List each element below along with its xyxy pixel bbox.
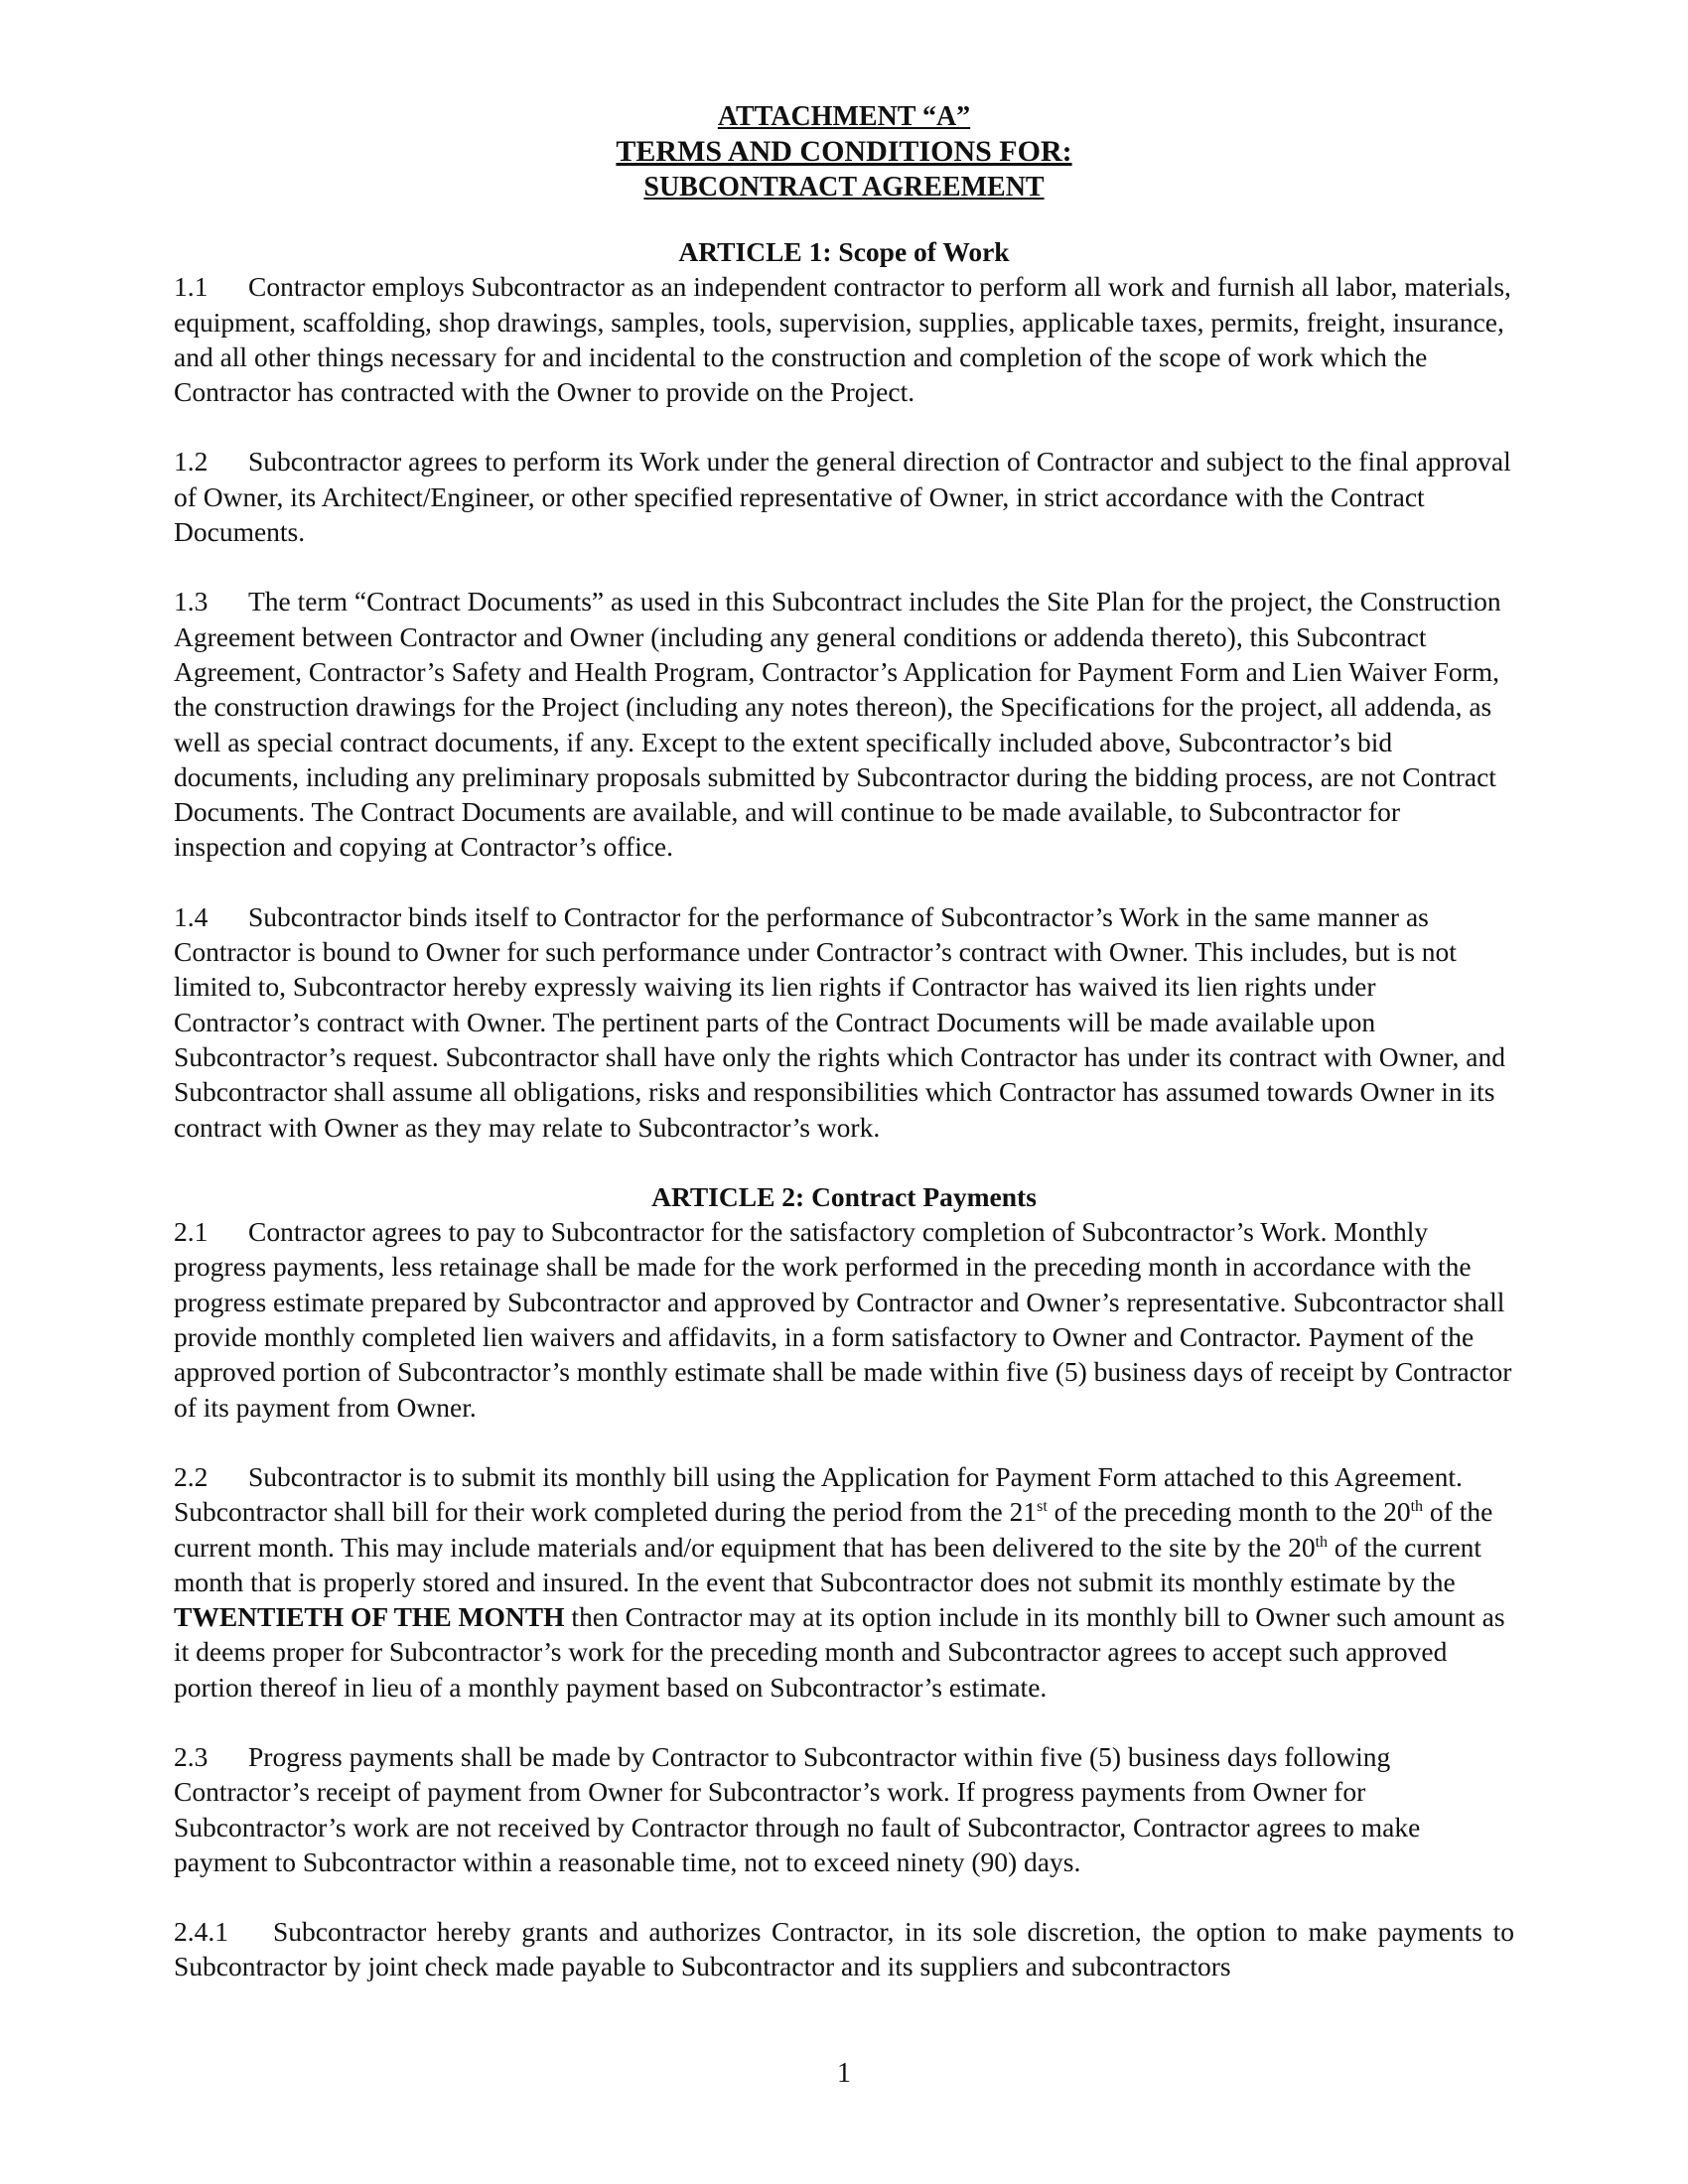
section-text-part: Subcontractor is to submit its monthly bill using the Application for Payment Form attached to this Agreement. Subcontractor shall bill for their work completed during the period from the 21 [174, 1460, 1463, 1528]
section-number: 1.2 [174, 446, 209, 478]
section-1-1 [174, 269, 1514, 409]
document-subtitle: SUBCONTRACT AGREEMENT [643, 172, 1045, 203]
attachment-label: ATTACHMENT “A” [717, 101, 971, 132]
spacer [174, 1145, 1514, 1179]
section-number: 2.3 [174, 1740, 209, 1772]
section-number: 1.3 [174, 586, 209, 617]
document-title: TERMS AND CONDITIONS FOR: [616, 135, 1072, 168]
section-text: Subcontractor binds itself to Contractor for the performance of Subcontractor’s Work in the same manner as Contractor is bound to Owner for such performance under Contractor’s contract with Owner. This includes, but is not limited to, Subcontractor hereby expressly waiving its lien rights if Contractor has waived its lien rights under Contractor’s contract with Owner. The pertinent parts of the Contract Documents will be made available upon Subcontractor’s request. Subcontractor shall have only the rights which Contractor has under its contract with Owner, and Subcontractor shall assume all obligations, risks and responsibilities which Contractor has assumed towards Owner in its contract with Owner as they may relate to Subcontractor’s work. [174, 900, 1505, 1143]
ordinal-suffix: st [1037, 1498, 1048, 1516]
page-number: 1 [837, 2058, 851, 2089]
section-text: Subcontractor hereby grants and authorizes Contractor, in its sole discretion, the option to make payments to Subcontractor by joint check made payable to Subcontractor and its suppliers and subcontractors [174, 1916, 1514, 1982]
section-text: Contractor employs Subcontractor as an independent contractor to perform all work and furnish all labor, materials, equipment, scaffolding, shop drawings, samples, tools, supervision, supplies, applicable taxes, permits, freight, insurance, and all other things necessary for and incidental to the construction and completion of the scope of work which the Contractor has contracted with the Owner to provide on the Project. [174, 271, 1511, 408]
section-1-3 [174, 584, 1514, 864]
spacer [174, 865, 1514, 899]
ordinal-suffix: th [1315, 1533, 1329, 1551]
section-text-part: of the preceding month to the 20 [1047, 1496, 1411, 1528]
section-2-1 [174, 1214, 1514, 1425]
article-1-heading: ARTICLE 1: Scope of Work [678, 236, 1010, 267]
section-number: 2.2 [174, 1460, 209, 1492]
section-2-3 [174, 1739, 1514, 1879]
section-2-4-1 [174, 1914, 1514, 1984]
spacer [174, 409, 1514, 444]
spacer [174, 1425, 1514, 1459]
document-page [174, 99, 1514, 1984]
section-number: 2.1 [174, 1216, 209, 1248]
spacer [174, 205, 1514, 234]
spacer [174, 549, 1514, 584]
section-1-4 [174, 899, 1514, 1145]
section-2-2 [174, 1459, 1514, 1705]
section-text: Progress payments shall be made by Contractor to Subcontractor within five (5) business days following Contractor’s receipt of payment from Owner for Subcontractor’s work. If progress payments from Owner for Subcontractor’s work are not received by Contractor through no fault of Subcontractor, Contractor agrees to make payment to Subcontractor within a reasonable time, not to exceed ninety (90) days. [174, 1740, 1421, 1877]
section-number: 2.4.1 [174, 1916, 228, 1948]
ordinal-suffix: th [1410, 1498, 1424, 1516]
section-text: Subcontractor agrees to perform its Work under the general direction of Contractor and subject to the final approval of Owner, its Architect/Engineer, or other specified representative of Owner, in strict accordance with the Contract Documents. [174, 446, 1511, 548]
article-2-heading: ARTICLE 2: Contract Payments [651, 1180, 1037, 1212]
section-number: 1.1 [174, 271, 209, 303]
section-1-2 [174, 444, 1514, 549]
deadline-emphasis: TWENTIETH OF THE MONTH [174, 1601, 565, 1633]
section-text-part: then Contractor may at its option include in its monthly bill to Owner such amount as it deems proper for Subcontractor’s work for the preceding month and Subcontractor agrees to accept such approved portion thereof in lieu of a monthly payment based on Subcontractor’s estimate. [174, 1601, 1505, 1703]
spacer [174, 1705, 1514, 1739]
spacer [174, 1879, 1514, 1914]
section-text-part: of the current month that is properly stored and insured. In the event that Subcontractor does not submit its monthly estimate by the [174, 1531, 1482, 1597]
section-number: 1.4 [174, 900, 209, 932]
section-text: Contractor agrees to pay to Subcontractor for the satisfactory completion of Subcontractor’s Work. Monthly progress payments, less retainage shall be made for the work performed in the preceding month in accordance with the progress estimate prepared by Subcontractor and approved by Contractor and Owner’s representative. Subcontractor shall provide monthly completed lien waivers and affidavits, in a form satisfactory to Owner and Contractor. Payment of the approved portion of Subcontractor’s monthly estimate shall be made within five (5) business days of receipt by Contractor of its payment from Owner. [174, 1216, 1512, 1423]
section-text-part: of the current month. This may include materials and/or equipment that has been delivered to the site by the 20 [174, 1496, 1493, 1563]
section-text: The term “Contract Documents” as used in this Subcontract includes the Site Plan for the project, the Construction Agreement between Contractor and Owner (including any general conditions or addenda thereto), this Subcontract Agreement, Contractor’s Safety and Health Program, Contractor’s Application for Payment Form and Lien Waiver Form, the construction drawings for the Project (including any notes thereon), the Specifications for the project, all addenda, as well as special contract documents, if any. Except to the extent specifically included above, Subcontractor’s bid documents, including any preliminary proposals submitted by Subcontractor during the bidding process, are not Contract Documents. The Contract Documents are available, and will continue to be made available, to Subcontractor for inspection and copying at Contractor’s office. [174, 586, 1501, 863]
